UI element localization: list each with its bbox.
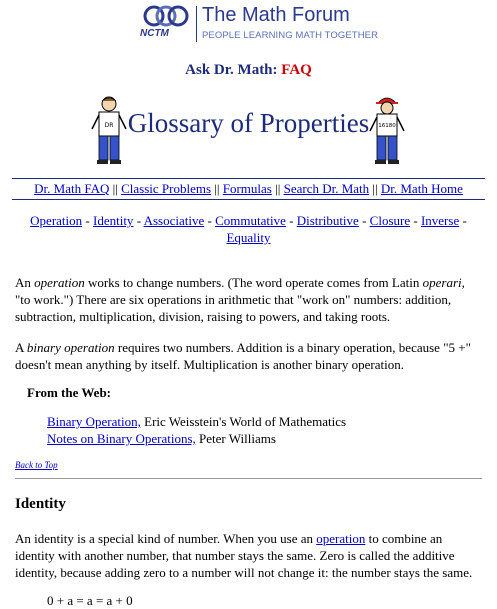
nav-separator: || (275, 181, 281, 196)
back-to-top-link[interactable]: Back to Top (15, 460, 58, 470)
text: "to work.") There are six operations in arithmetic that "work on" numbers: addition, subtraction, multiplication, division, raising to powers, and taking roots. (15, 292, 452, 324)
topic-separator: - (207, 213, 212, 228)
right-shirt-text: 16180 (378, 123, 396, 129)
ask-prefix: Ask Dr. Math: (185, 62, 278, 78)
math-forum-logo[interactable] (140, 4, 379, 44)
logo-mark-icon (140, 4, 192, 28)
from-the-web-list (47, 413, 346, 447)
identity-paragraph (15, 530, 480, 581)
topic-link-equality[interactable]: Equality (226, 230, 271, 245)
left-shirt-text: DR (104, 122, 114, 129)
topic-links (20, 212, 477, 246)
topic-link-operation[interactable]: Operation (30, 213, 83, 228)
emphasis-operari: operari, (422, 275, 465, 290)
topic-link-closure[interactable]: Closure (369, 213, 411, 228)
text: works to change numbers. (The word operate comes from Latin (84, 275, 423, 290)
web-resource-source: Peter Williams (195, 431, 276, 446)
topic-link-identity[interactable]: Identity (93, 213, 134, 228)
nav-link-faq[interactable]: Dr. Math FAQ (34, 181, 110, 196)
identity-heading: Identity (15, 496, 66, 512)
notes-binary-operations-link[interactable]: Notes on Binary Operations, (47, 431, 196, 446)
nav-separator: || (372, 181, 378, 196)
nav-bar (12, 178, 485, 200)
nav-link-formulas[interactable]: Formulas (222, 181, 272, 196)
logo-tagline: PEOPLE LEARNING MATH TOGETHER (202, 30, 379, 41)
nctm-label: NCTM (140, 28, 169, 39)
topic-link-distributive[interactable]: Distributive (296, 213, 359, 228)
topic-separator: - (413, 213, 418, 228)
nav-link-home[interactable]: Dr. Math Home (380, 181, 463, 196)
topic-link-associative[interactable]: Associative (143, 213, 205, 228)
text: An (15, 275, 35, 290)
nav-link-search[interactable]: Search Dr. Math (283, 181, 370, 196)
nav-separator: || (214, 181, 220, 196)
operation-paragraph-2 (15, 339, 480, 373)
identity-formula: 0 + a = a = a + 0 (47, 593, 133, 608)
emphasis-operation: operation (34, 275, 85, 290)
text: to combine an identity with another number, that number stays the same. Zero is called the additive identity, because adding zero to a number will not change it: the number stays the same. (15, 531, 473, 580)
text: An identity is a special kind of number. When you use an (15, 531, 317, 546)
nav-separator: || (112, 181, 118, 196)
text: requires two numbers. Addition is a binary operation, because "5 +" doesn't mean anything by itself. Multiplication is another binary operation. (15, 340, 471, 372)
faq-label: FAQ (281, 62, 312, 78)
logo-divider (196, 6, 197, 42)
web-resource-source: Eric Weisstein's World of Mathematics (140, 414, 347, 429)
text: A (15, 340, 27, 355)
topic-separator: - (362, 213, 367, 228)
topic-separator: - (462, 213, 467, 228)
from-the-web-heading: From the Web: (27, 385, 112, 400)
emphasis-binary-operation: binary operation (26, 340, 115, 355)
page-title: Glossary of Properties (127, 108, 370, 138)
section-divider (15, 478, 482, 479)
web-resource-item (47, 430, 346, 447)
ask-dr-math-header (0, 62, 497, 79)
dr-math-figure-right-icon (368, 95, 406, 167)
web-resource-item (47, 413, 346, 430)
operation-link[interactable]: operation (316, 531, 366, 546)
topic-link-commutative[interactable]: Commutative (215, 213, 286, 228)
topic-separator: - (289, 213, 294, 228)
logo-brand-text: The Math Forum (202, 4, 350, 26)
topic-link-inverse[interactable]: Inverse (420, 213, 460, 228)
nav-link-classic-problems[interactable]: Classic Problems (121, 181, 212, 196)
binary-operation-link[interactable]: Binary Operation, (47, 414, 141, 429)
operation-paragraph-1 (15, 274, 480, 325)
topic-separator: - (136, 213, 142, 228)
topic-separator: - (85, 213, 90, 228)
